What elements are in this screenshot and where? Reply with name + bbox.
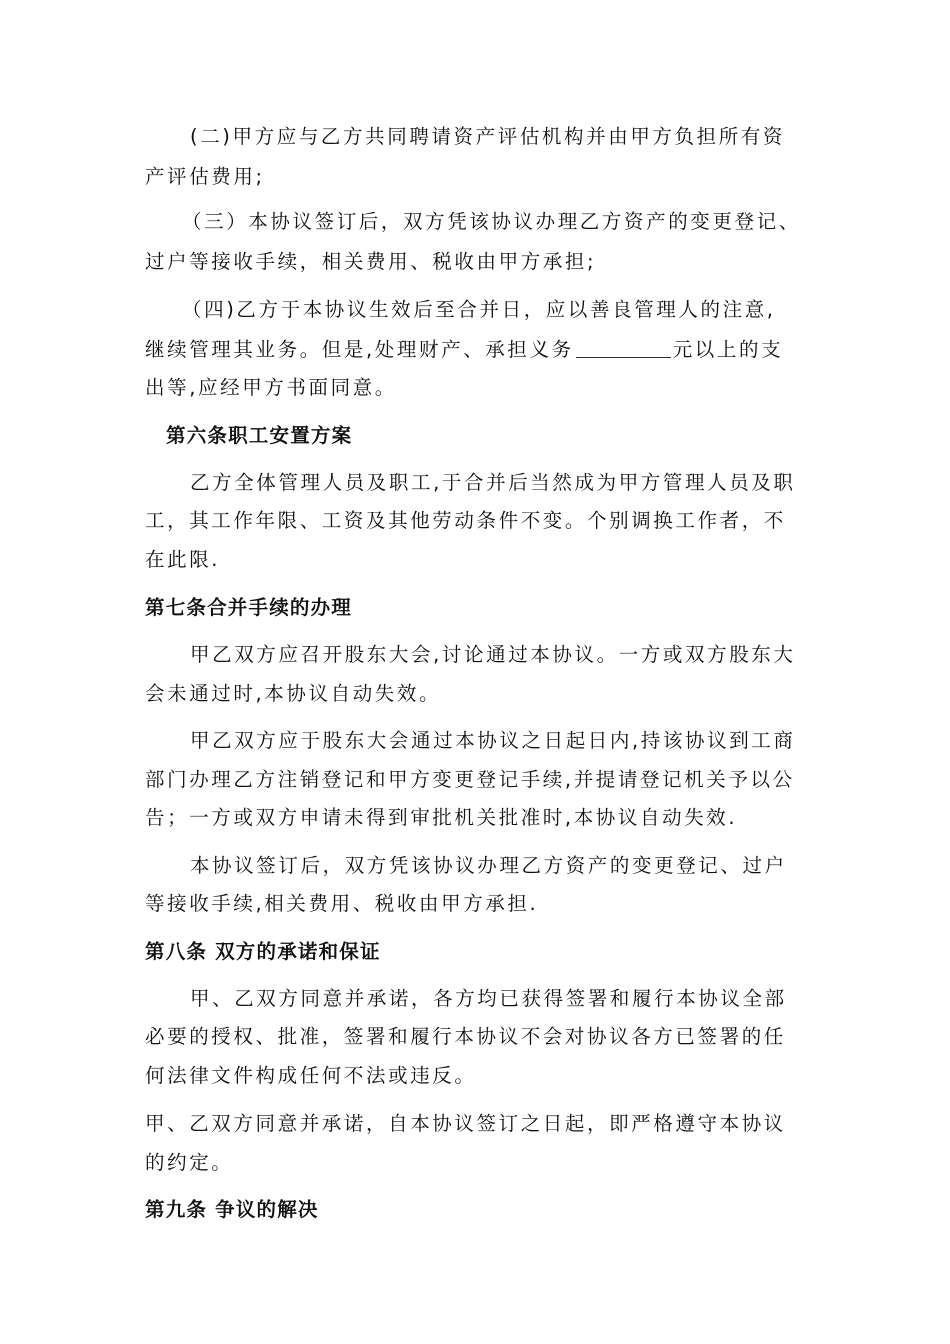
paragraph-line: 甲乙双方应于股东大会通过本协议之日起日内,持该协议到工商 xyxy=(190,729,796,752)
paragraph-line: 部门办理乙方注销登记和甲方变更登记手续,并提请登记机关予以公 xyxy=(145,768,795,791)
paragraph-line: 会未通过时,本协议自动失效。 xyxy=(145,682,442,705)
paragraph-line: 何法律文件构成任何不法或违反。 xyxy=(145,1064,477,1087)
paragraph-line: （四)乙方于本协议生效后至合并日，应以善良管理人的注意, xyxy=(182,298,776,321)
article-heading: 第七条合并手续的办理 xyxy=(145,596,353,619)
paragraph-line: （三）本协议签订后，双方凭该协议办理乙方资产的变更登记、 xyxy=(182,210,801,233)
paragraph-text: 继续管理其业务。但是,处理财产、承担义务 xyxy=(145,338,574,361)
paragraph-line: 甲、乙双方同意并承诺，各方均已获得签署和履行本协议全部 xyxy=(190,987,787,1010)
article-heading: 第六条职工安置方案 xyxy=(166,424,353,447)
paragraph-line: 产评估费用; xyxy=(145,165,265,188)
fill-in-blank xyxy=(576,337,671,358)
paragraph-line xyxy=(145,337,783,363)
paragraph-line: 的约定。 xyxy=(145,1151,234,1174)
article-heading: 第八条 双方的承诺和保证 xyxy=(145,940,381,963)
paragraph-line: (二)甲方应与乙方共同聘请资产评估机构并由甲方负担所有资 xyxy=(190,125,786,148)
paragraph-text: 元以上的支 xyxy=(672,338,784,361)
paragraph-line: 等接收手续,相关费用、税收由甲方承担. xyxy=(145,892,539,915)
paragraph-line: 在此限. xyxy=(145,548,221,571)
paragraph-line: 必要的授权、批准，签署和履行本协议不会对协议各方已签署的任 xyxy=(145,1025,786,1048)
paragraph-line: 过户等接收手续，相关费用、税收由甲方承担; xyxy=(145,250,597,273)
article-heading: 第九条 争议的解决 xyxy=(145,1198,319,1221)
paragraph-line: 出等,应经甲方书面同意。 xyxy=(145,376,397,399)
paragraph-line: 乙方全体管理人员及职工,于合并后当然成为甲方管理人员及职 xyxy=(190,471,796,494)
paragraph-line: 甲乙双方应召开股东大会,讨论通过本协议。一方或双方股东大 xyxy=(190,643,796,666)
paragraph-line: 本协议签订后，双方凭该协议办理乙方资产的变更登记、过户 xyxy=(190,854,787,877)
paragraph-line: 甲、乙双方同意并承诺，自本协议签订之日起，即严格遵守本协议 xyxy=(145,1112,786,1135)
paragraph-line: 告；一方或双方申请未得到审批机关批准时,本协议自动失效. xyxy=(145,806,738,829)
paragraph-line: 工，其工作年限、工资及其他劳动条件不变。个别调换工作者，不 xyxy=(145,509,786,532)
